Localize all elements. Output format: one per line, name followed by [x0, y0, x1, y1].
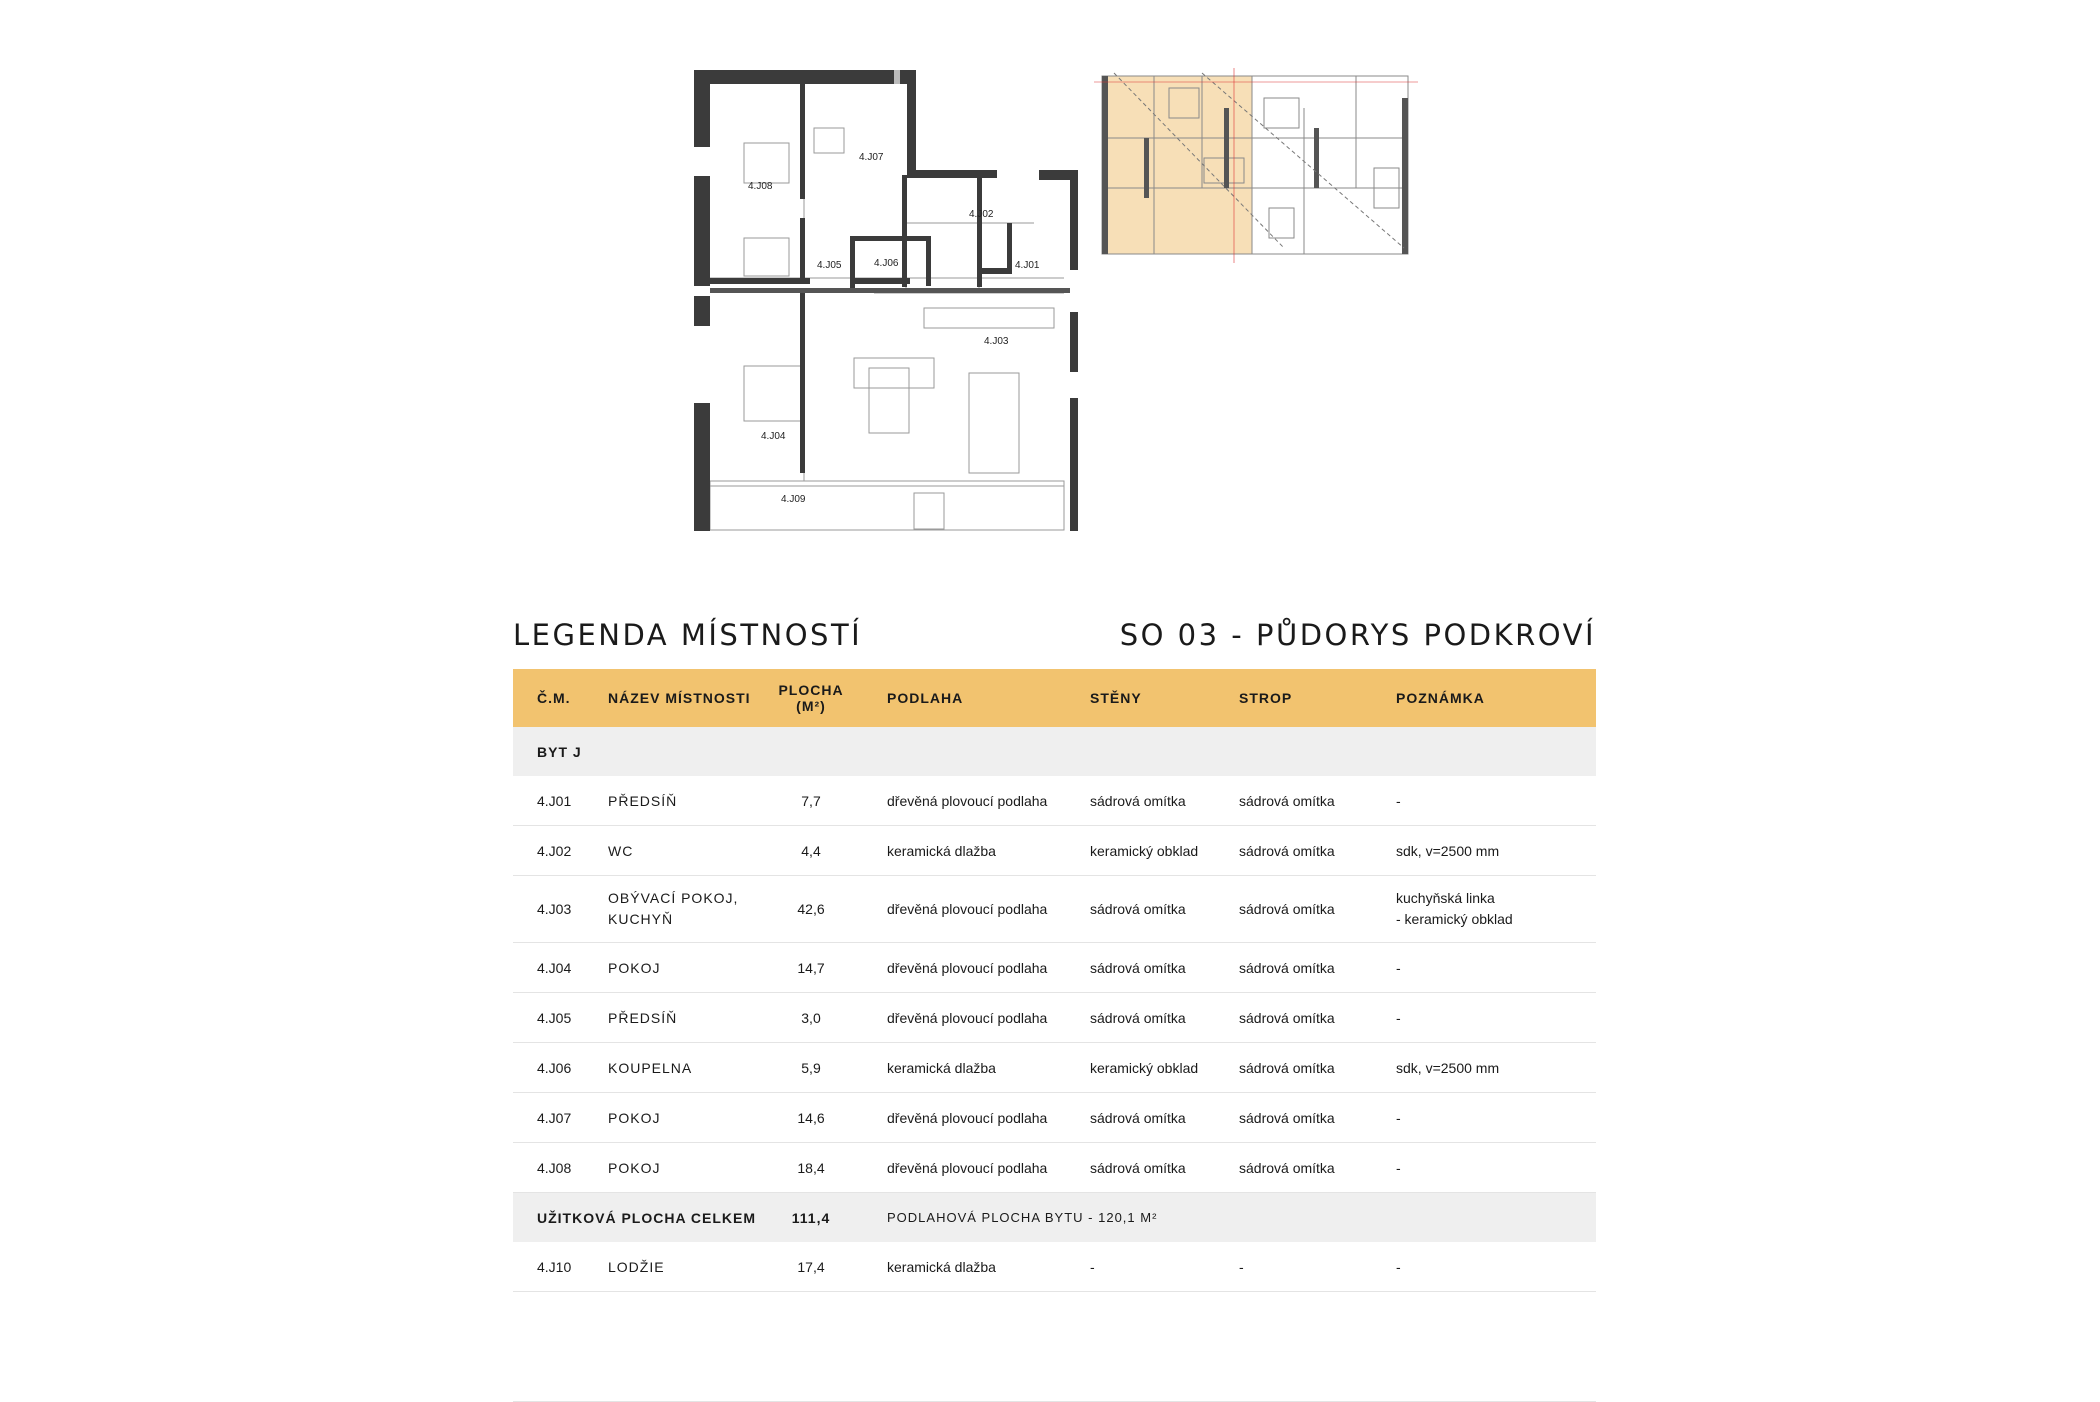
table-row: 4.J05 PŘEDSÍŇ 3,0 dřevěná plovoucí podlaha sádrová omítka sádrová omítka -	[513, 993, 1596, 1043]
legend-title: LEGENDA MÍSTNOSTÍ	[513, 618, 863, 652]
group-label: BYT J	[513, 727, 1596, 776]
floorplan-label-4j01: 4.J01	[1015, 260, 1040, 271]
floorplan-label-4j06: 4.J06	[874, 258, 899, 269]
table-row: 4.J06 KOUPELNA 5,9 keramická dlažba keramický obklad sádrová omítka sdk, v=2500 mm	[513, 1043, 1596, 1093]
table-header	[513, 669, 1596, 727]
total-note: PODLAHOVÁ PLOCHA BYTU - 120,1 M²	[863, 1193, 1596, 1243]
apartment-floor-plan	[694, 68, 1078, 533]
group-row	[513, 727, 1596, 776]
plan-title: SO 03 - PŮDORYS PODKROVÍ	[1119, 618, 1596, 652]
floorplan-label-4j07: 4.J07	[859, 152, 884, 163]
col-note: POZNÁMKA	[1396, 690, 1485, 706]
total-label: UŽITKOVÁ PLOCHA CELKEM	[513, 1193, 759, 1243]
col-cm: Č.M.	[537, 690, 571, 706]
floorplan-label-4j08: 4.J08	[748, 181, 773, 192]
table-row: 4.J04 POKOJ 14,7 dřevěná plovoucí podlaha sádrová omítka sádrová omítka -	[513, 943, 1596, 993]
col-area: PLOCHA (M²)	[778, 682, 844, 714]
table-row: 4.J08 POKOJ 18,4 dřevěná plovoucí podlaha sádrová omítka sádrová omítka -	[513, 1143, 1596, 1193]
total-area: 111,4	[759, 1193, 863, 1243]
building-key-plan	[1094, 68, 1418, 263]
table-row: 4.J02 WC 4,4 keramická dlažba keramický obklad sádrová omítka sdk, v=2500 mm	[513, 826, 1596, 876]
col-ceiling: STROP	[1239, 690, 1293, 706]
col-walls: STĚNY	[1090, 690, 1142, 706]
col-floor: PODLAHA	[887, 690, 964, 706]
floorplan-label-4j02: 4.J02	[969, 209, 994, 220]
room-legend	[513, 612, 1596, 1292]
total-row	[513, 1193, 1596, 1243]
table-row: 4.J03 OBÝVACÍ POKOJ, KUCHYŇ 42,6 dřevěná plovoucí podlaha sádrová omítka sádrová omítka kuchyňská linka - keramický obklad	[513, 876, 1596, 943]
floorplan-label-4j04: 4.J04	[761, 431, 786, 442]
table-row: 4.J07 POKOJ 14,6 dřevěná plovoucí podlaha sádrová omítka sádrová omítka -	[513, 1093, 1596, 1143]
room-table	[513, 669, 1596, 1292]
floorplan-label-4j09: 4.J09	[781, 494, 806, 505]
table-row: 4.J01 PŘEDSÍŇ 7,7 dřevěná plovoucí podlaha sádrová omítka sádrová omítka -	[513, 776, 1596, 826]
loggia-row: 4.J10 LODŽIE 17,4 keramická dlažba - - -	[513, 1242, 1596, 1292]
col-name: NÁZEV MÍSTNOSTI	[608, 690, 751, 706]
floorplan-label-4j05: 4.J05	[817, 260, 842, 271]
floorplan-label-4j03: 4.J03	[984, 336, 1009, 347]
